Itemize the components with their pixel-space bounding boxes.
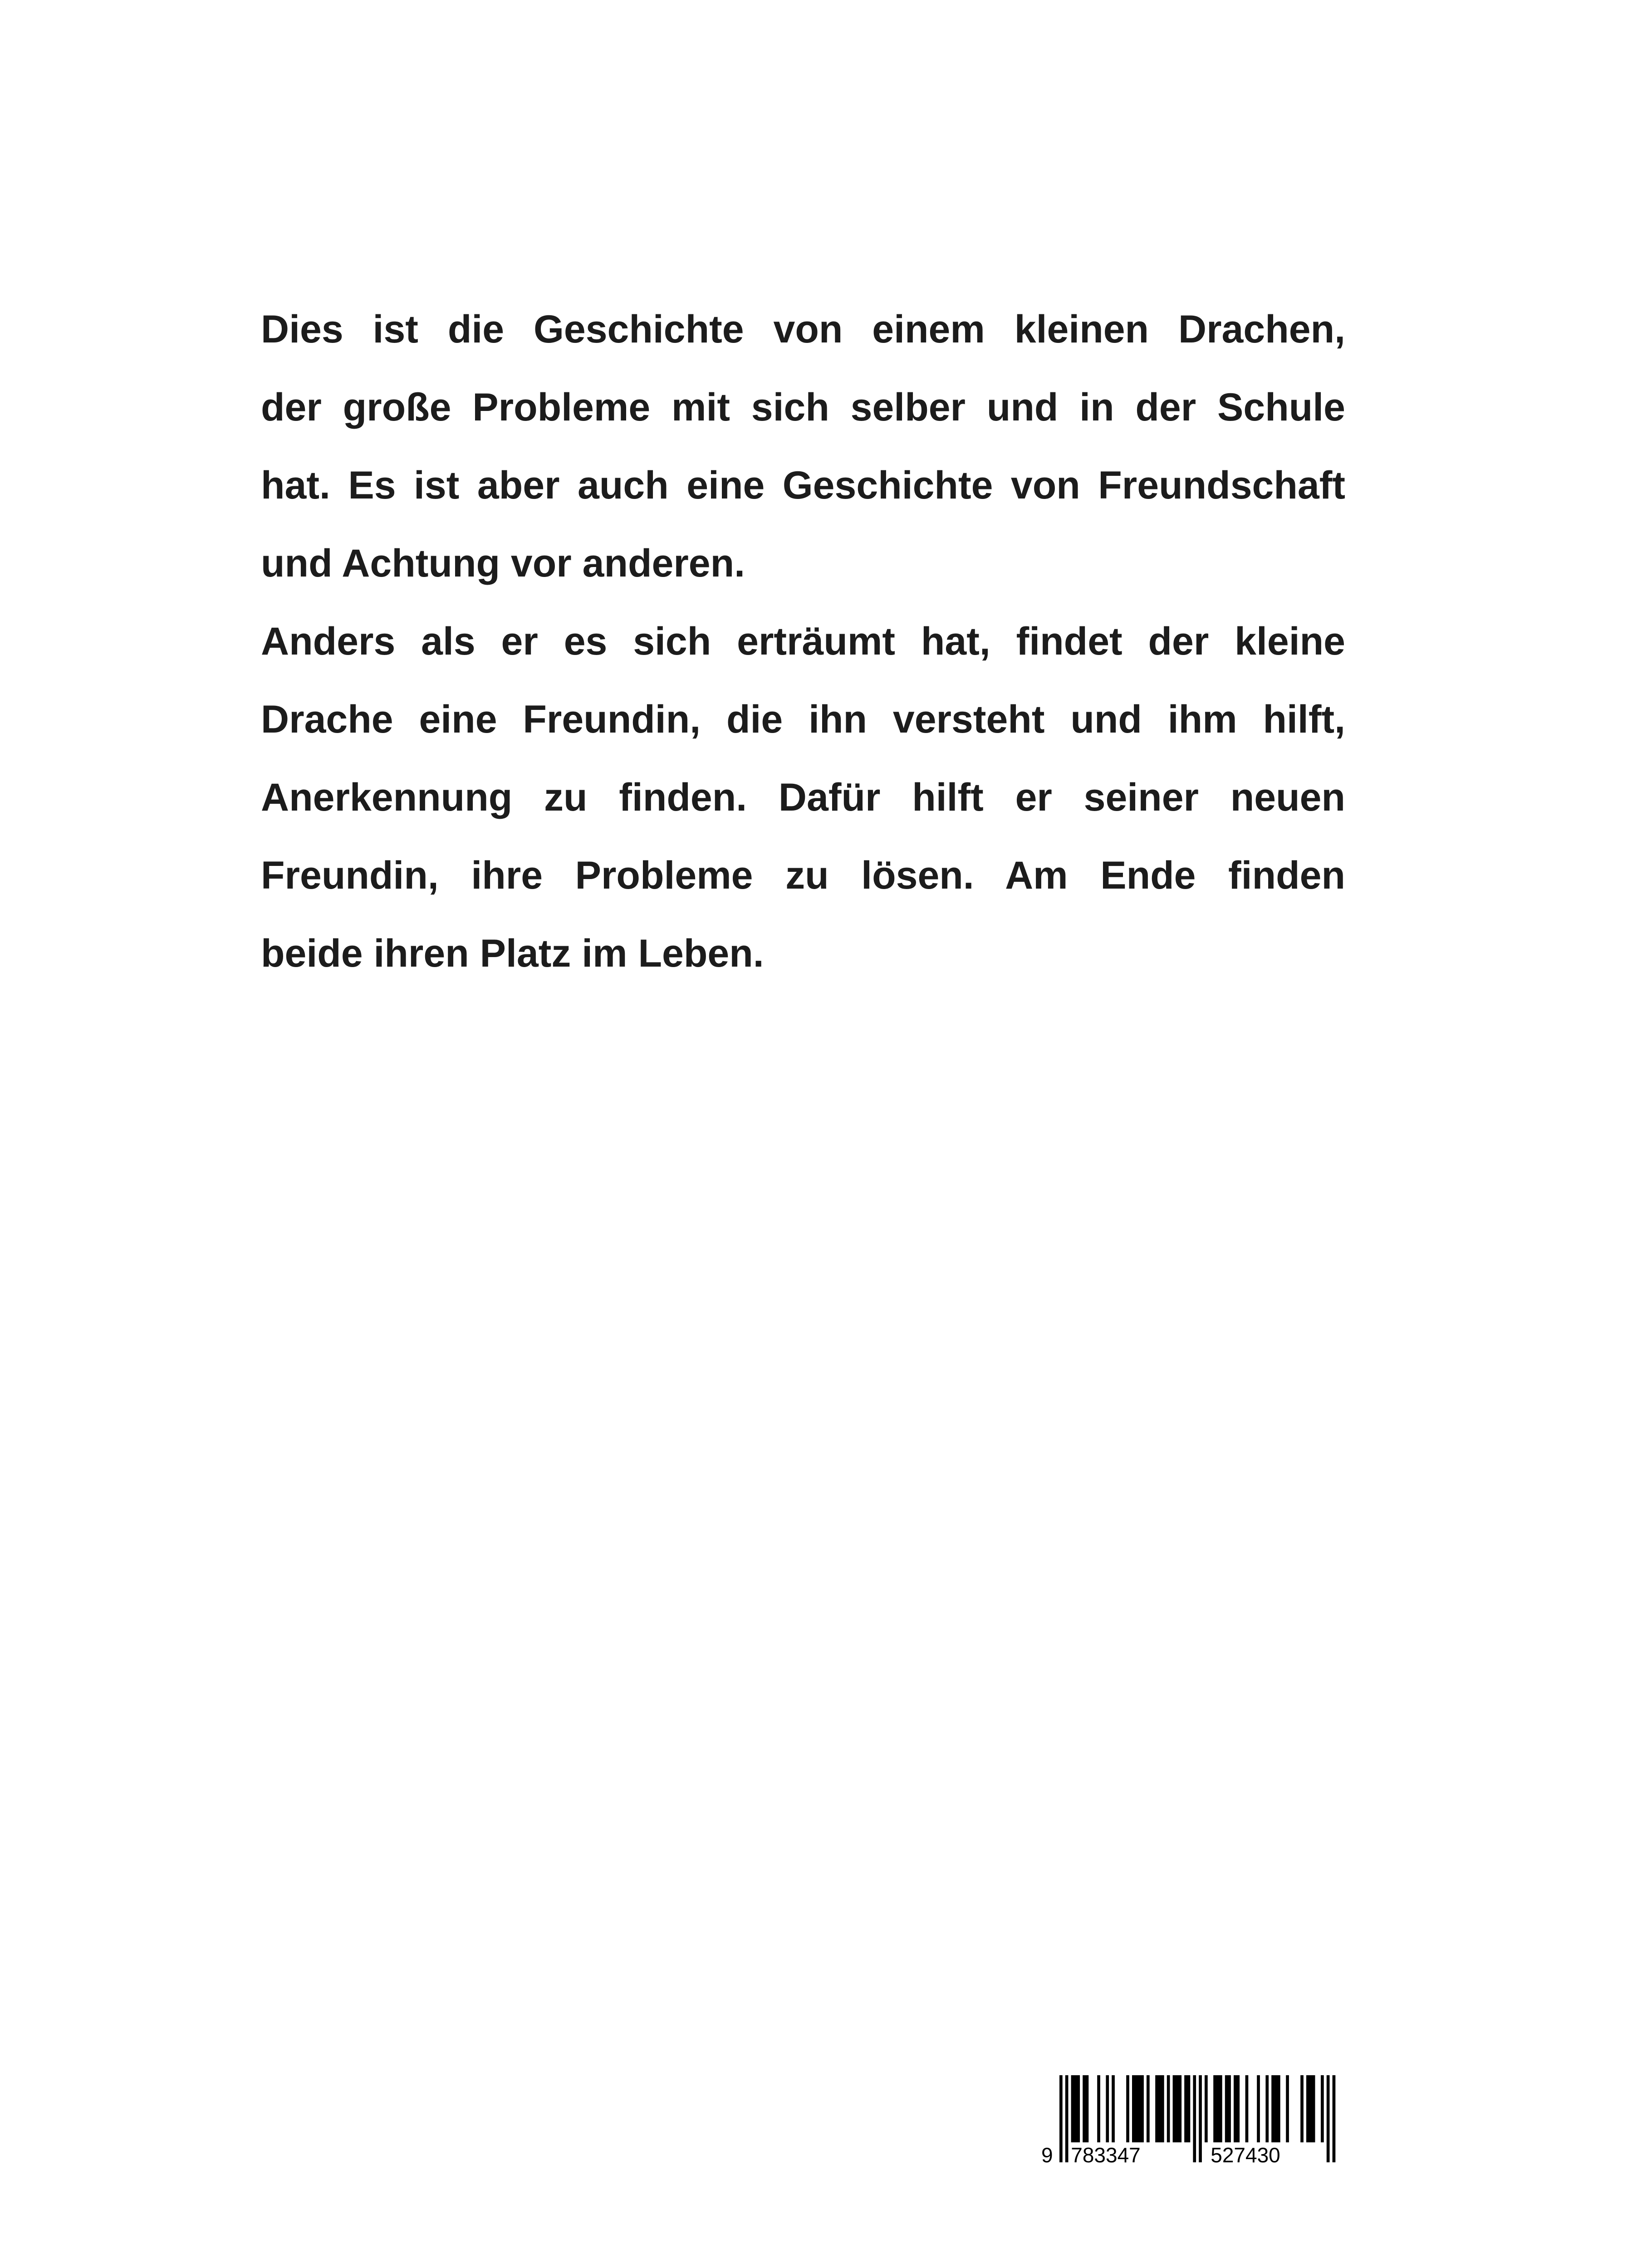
barcode-bar (1135, 2075, 1138, 2142)
barcode-bar (1306, 2075, 1309, 2142)
barcode-bar (1132, 2075, 1135, 2142)
barcode-bar (1245, 2075, 1249, 2142)
barcode-bar (1158, 2075, 1162, 2142)
barcode-bar (1167, 2075, 1170, 2142)
barcode-bar (1077, 2075, 1080, 2142)
blurb-line: der große Probleme mit sich selber und in der Schule (261, 386, 1345, 429)
barcode-bar (1234, 2075, 1237, 2142)
barcode-bar (1083, 2075, 1086, 2142)
barcode-bar (1312, 2075, 1315, 2142)
barcode-first-digit: 9 (1041, 2143, 1053, 2166)
isbn-barcode (1041, 2075, 1350, 2166)
barcode-bar (1097, 2075, 1100, 2142)
barcode-bar (1257, 2075, 1260, 2142)
barcode-bar (1161, 2075, 1164, 2142)
blurb-line: und Achtung vor anderen. (261, 542, 745, 585)
barcode-bar (1147, 2075, 1150, 2142)
barcode-left-digits: 783347 (1071, 2143, 1141, 2166)
barcode-bar (1265, 2075, 1269, 2142)
barcode-bar (1065, 2075, 1069, 2162)
barcode-bar (1274, 2075, 1278, 2142)
barcode-bar (1333, 2075, 1336, 2162)
blurb-line: Anerkennung zu finden. Dafür hilft er seiner neuen (261, 776, 1345, 819)
blurb-line: beide ihren Platz im Leben. (261, 932, 764, 975)
barcode-bar (1309, 2075, 1312, 2142)
barcode-right-digits: 527430 (1211, 2143, 1280, 2166)
barcode-bar (1228, 2075, 1231, 2142)
barcode-bar (1155, 2075, 1158, 2142)
barcode-bar (1071, 2075, 1074, 2142)
barcode-bar (1286, 2075, 1289, 2142)
barcode-bar (1193, 2075, 1196, 2162)
barcode-bar (1178, 2075, 1181, 2142)
barcode-bar (1321, 2075, 1324, 2142)
back-cover-blurb (261, 290, 1345, 992)
barcode-bar (1205, 2075, 1208, 2142)
barcode-bar (1236, 2075, 1240, 2142)
barcode-bar (1138, 2075, 1141, 2142)
barcode-bar (1059, 2075, 1063, 2162)
barcode-bar (1126, 2075, 1129, 2142)
blurb-line: Freundin, ihre Probleme zu lösen. Am Ende finden (261, 854, 1345, 897)
barcode-bar (1277, 2075, 1280, 2142)
barcode-bar (1112, 2075, 1115, 2142)
barcode-bar (1271, 2075, 1274, 2142)
barcode-digits (1041, 2143, 1280, 2166)
barcode-bar (1187, 2075, 1191, 2142)
barcode-bar (1173, 2075, 1176, 2142)
barcode-bar (1141, 2075, 1144, 2142)
barcode-bar (1225, 2075, 1228, 2142)
blurb-line: Drache eine Freundin, die ihn versteht und ihm hilft, (261, 698, 1345, 741)
blurb-line: Anders als er es sich erträumt hat, findet der kleine (261, 620, 1345, 663)
barcode-bar (1327, 2075, 1330, 2162)
blurb-line: hat. Es ist aber auch eine Geschichte von Freundschaft (261, 464, 1345, 507)
barcode-bar (1086, 2075, 1089, 2142)
barcode-bar (1199, 2075, 1202, 2162)
barcode-bar (1216, 2075, 1220, 2142)
blurb-line: Dies ist die Geschichte von einem kleinen Drachen, (261, 308, 1345, 351)
barcode-bar (1219, 2075, 1222, 2142)
barcode-bar (1213, 2075, 1216, 2142)
barcode-bar (1300, 2075, 1304, 2142)
barcode-bar (1184, 2075, 1187, 2142)
barcode-bar (1106, 2075, 1109, 2142)
barcode-bar (1176, 2075, 1179, 2142)
barcode-bar (1074, 2075, 1077, 2142)
